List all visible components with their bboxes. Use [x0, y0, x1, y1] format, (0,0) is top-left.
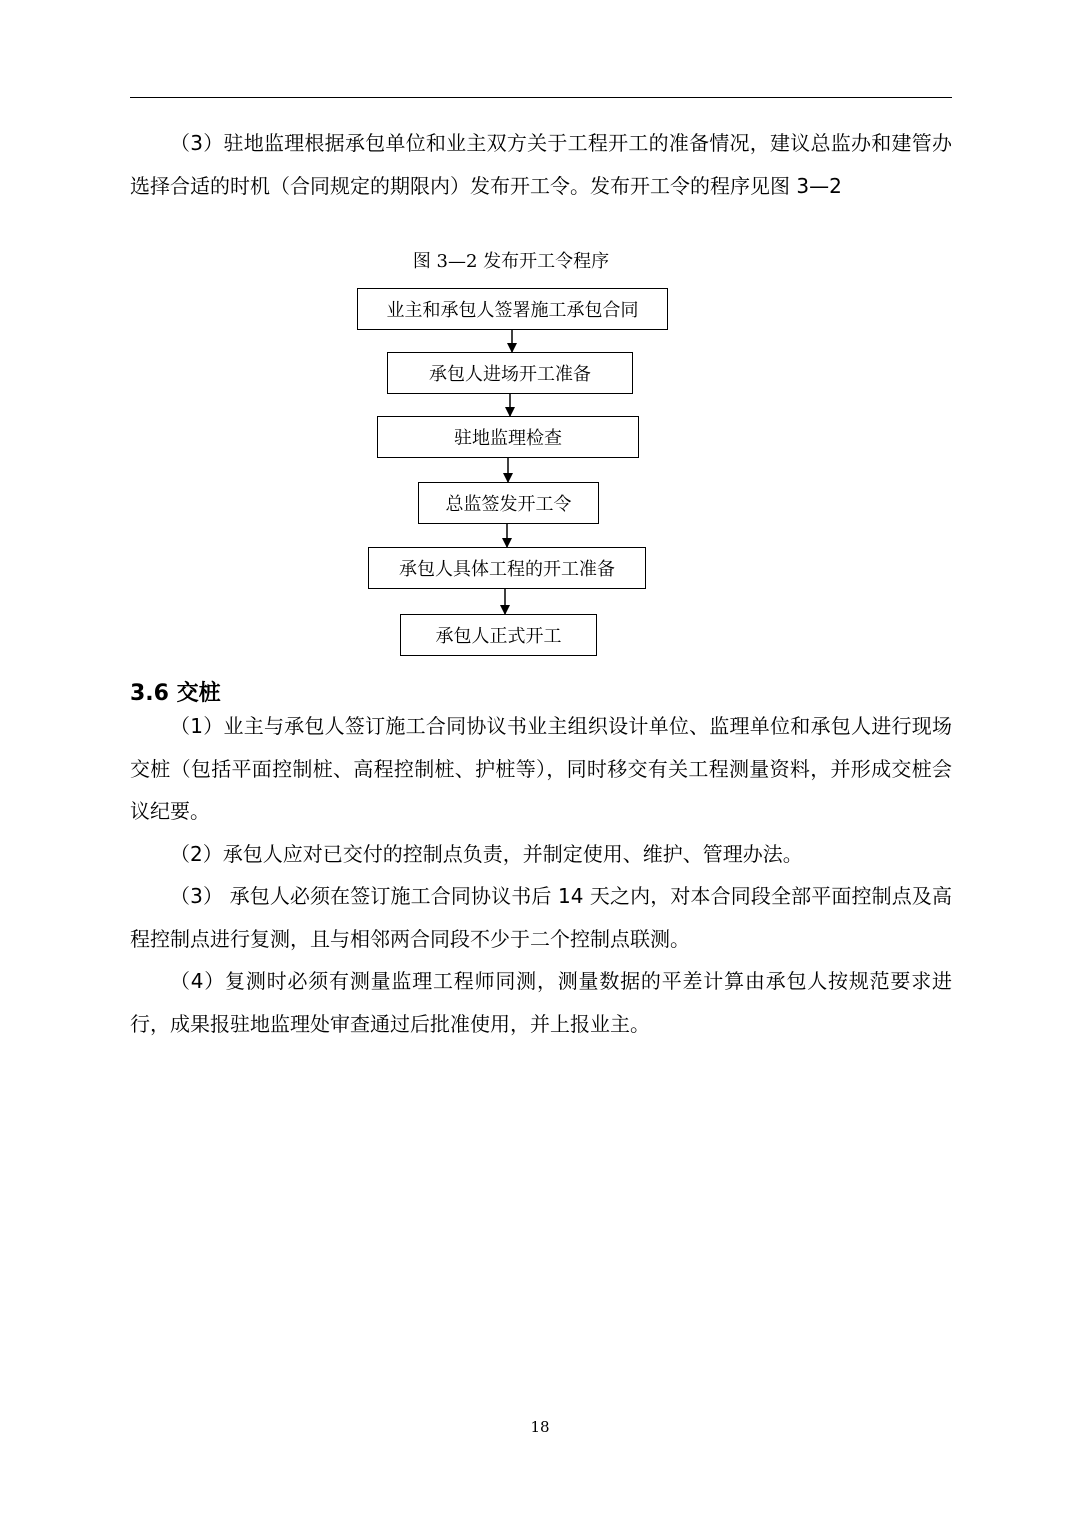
page-number: 18: [530, 1418, 550, 1436]
flow-step-contractor-prep: 承包人进场开工准备: [387, 352, 633, 394]
flow-step-issue-order: 总监签发开工令: [418, 482, 599, 524]
flow-step-sign-contract: 业主和承包人签署施工承包合同: [357, 288, 668, 330]
flow-step-specific-prep: 承包人具体工程的开工准备: [368, 547, 646, 589]
section-paragraph-4: （4）复测时必须有测量监理工程师同测，测量数据的平差计算由承包人按规范要求进行，成果报驻地监理处审查通过后批准使用，并上报业主。: [130, 969, 952, 1036]
section-paragraph-3: （3） 承包人必须在签订施工合同协议书后 14 天之内，对本合同段全部平面控制点及高程控制点进行复测，且与相邻两合同段不少于二个控制点联测。: [130, 884, 952, 951]
flow-step-inspection: 驻地监理检查: [377, 416, 639, 458]
figure-caption: 图 3—2 发布开工令程序: [412, 251, 610, 272]
section-paragraph-2: （2）承包人应对已交付的控制点负责，并制定使用、维护、管理办法。: [170, 842, 803, 866]
section-paragraph-1: （1）业主与承包人签订施工合同协议书业主组织设计单位、监理单位和承包人进行现场交桩（包括平面控制桩、高程控制桩、护桩等），同时移交有关工程测量资料，并形成交桩会议纪要。: [130, 714, 952, 823]
intro-paragraph: （3）驻地监理根据承包单位和业主双方关于工程开工的准备情况，建议总监办和建管办选择合适的时机（合同规定的期限内）发布开工令。发布开工令的程序见图 3—2: [130, 131, 952, 198]
section-heading: 3.6 交桩: [130, 681, 221, 706]
header-rule: [130, 97, 952, 98]
flow-step-formal-start: 承包人正式开工: [400, 614, 597, 656]
